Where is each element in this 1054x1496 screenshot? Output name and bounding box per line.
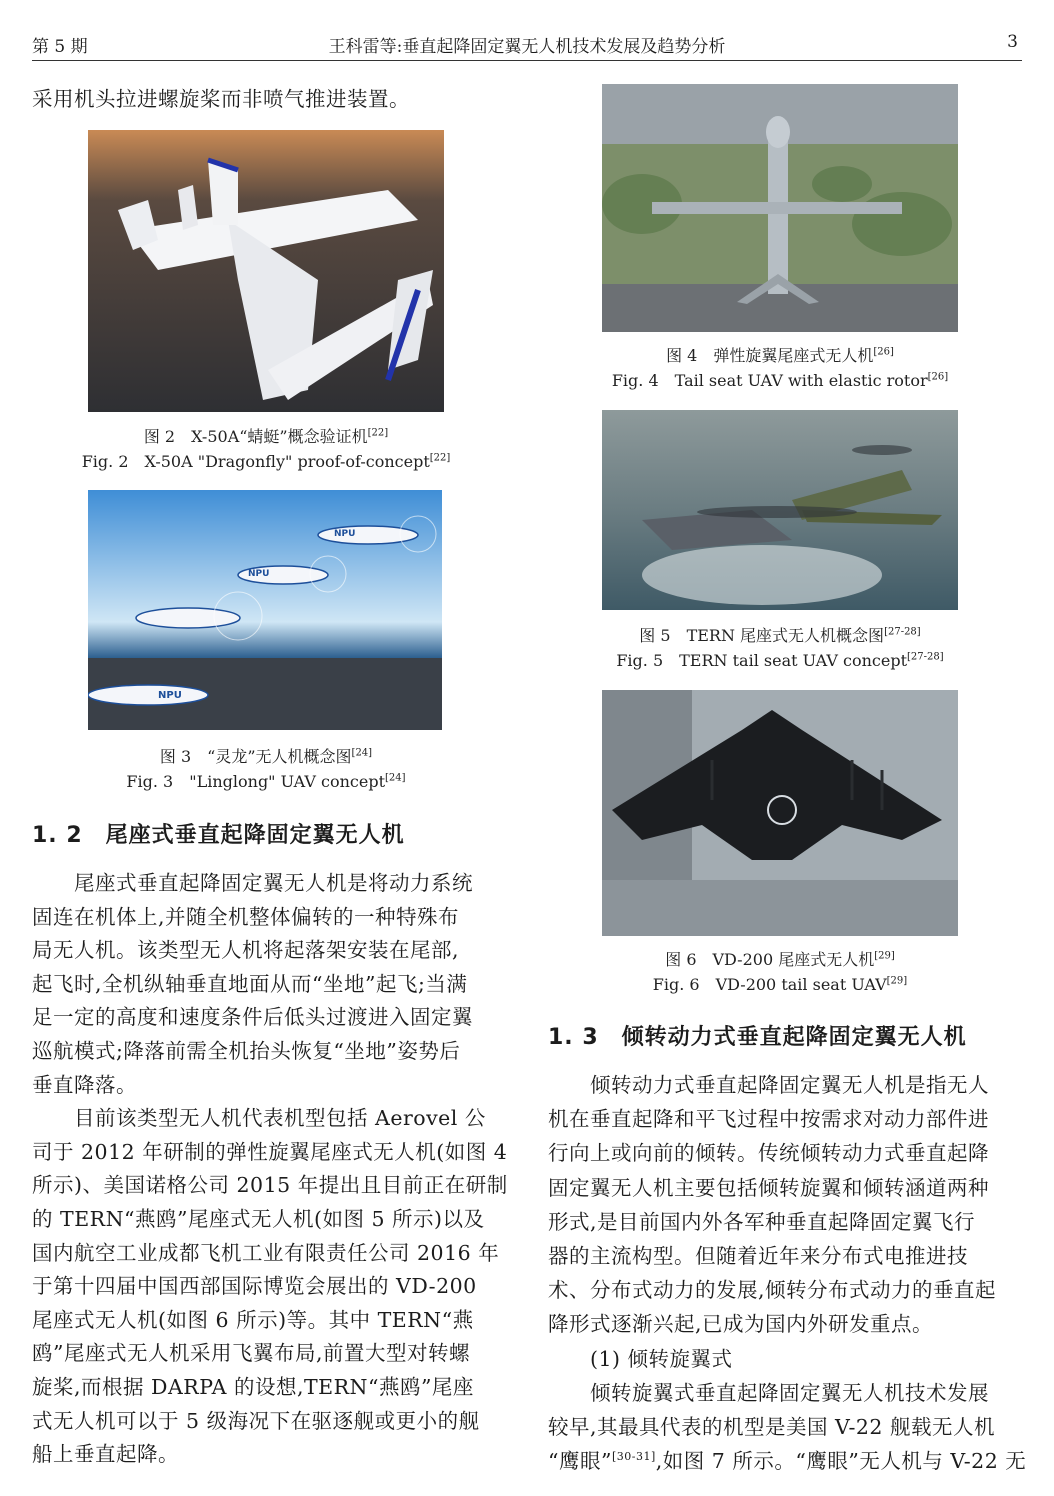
section-1-3-text-line: 固定翼无人机主要包括倾转旋翼和倾转涵道两种 (548, 1175, 989, 1200)
section-1-2-text-line: 所示)、美国诺格公司 2015 年提出且目前正在研制 (32, 1173, 508, 1198)
figure-3-caption-en: Fig. 3 "Linglong" UAV concept[24] (126, 772, 406, 791)
figure-5-image (602, 410, 958, 610)
section-1-3-last-line: “鹰眼”[30-31],如图 7 所示。“鹰眼”无人机与 V-22 无 (548, 1449, 1027, 1473)
section-1-2-text-line: 船上垂直起降。 (32, 1442, 179, 1467)
section-1-2-text-line: 国内航空工业成都飞机工业有限责任公司 2016 年 (32, 1240, 500, 1265)
npu-label-2: NPU (248, 569, 270, 579)
figure-4-caption-en: Fig. 4 Tail seat UAV with elastic rotor[26] (611, 371, 949, 390)
section-1-2-text-line: 尾座式无人机(如图 6 所示)等。其中 TERN“燕 (32, 1307, 474, 1332)
section-1-3-text-line: 术、分布式动力的发展,倾转分布式动力的垂直起 (548, 1278, 997, 1303)
section-1-2-text-line: 垂直降落。 (32, 1072, 137, 1097)
figure-3-caption-zh: 图 3 “灵龙”无人机概念图[24] (159, 747, 373, 766)
page-number: 3 (1007, 32, 1018, 52)
npu-label-1: NPU (334, 529, 356, 539)
figure-2-image (88, 130, 444, 412)
running-header (32, 30, 1022, 61)
section-1-2-text-line: 于第十四届中国西部国际博览会展出的 VD-200 (32, 1274, 477, 1299)
figure-5-caption-en: Fig. 5 TERN tail seat UAV concept[27-28] (616, 651, 944, 670)
section-1-3-text-line: 机在垂直起降和平飞过程中按需求对动力部件进 (548, 1107, 989, 1132)
figure-4-image (602, 84, 958, 332)
section-1-2-text-line: 鸥”尾座式无人机采用飞翼布局,前置大型对转螺 (32, 1341, 470, 1366)
section-1-3-text-line: 较早,其最具代表的机型是美国 V-22 舰载无人机 (548, 1415, 995, 1439)
npu-label-3: NPU (158, 690, 182, 701)
figure-6-image (602, 690, 958, 936)
section-1-3-text-line: 倾转动力式垂直起降固定翼无人机是指无人 (548, 1073, 989, 1097)
section-1-2-text-line: 足一定的高度和速度条件后低头过渡进入固定翼 (32, 1005, 473, 1030)
section-1-3-text-line: 倾转旋翼式垂直起降固定翼无人机技术发展 (548, 1380, 989, 1405)
section-1-2-text-line: 局无人机。该类型无人机将起落架安装在尾部, (32, 938, 460, 963)
running-title: 王科雷等:垂直起降固定翼无人机技术发展及趋势分析 (328, 37, 726, 57)
section-1-2-text-line: 的 TERN“燕鸥”尾座式无人机(如图 5 所示)以及 (32, 1207, 485, 1231)
section-1-2-text-line: 巡航模式;降落前需全机抬头恢复“坐地”姿势后 (32, 1039, 461, 1063)
section-1-3-text-line: 降形式逐渐兴起,已成为国内外研发重点。 (548, 1312, 934, 1337)
section-1-2-text-line: 固连在机体上,并随全机整体偏转的一种特殊布 (32, 904, 460, 929)
section-1-2-heading: 1. 2 尾座式垂直起降固定翼无人机 (32, 823, 405, 848)
figure-5-caption-zh: 图 5 TERN 尾座式无人机概念图[27-28] (639, 626, 921, 645)
figure-4-caption-zh: 图 4 弹性旋翼尾座式无人机[26] (666, 346, 894, 365)
section-1-2-text-line: 司于 2012 年研制的弹性旋翼尾座式无人机(如图 4 (32, 1139, 508, 1164)
section-1-3-text-line: 行向上或向前的倾转。传统倾转动力式垂直起降 (548, 1141, 989, 1166)
intro-line: 采用机头拉进螺旋桨而非喷气推进装置。 (32, 87, 410, 111)
section-1-3-text-line: (1) 倾转旋翼式 (548, 1346, 733, 1371)
section-1-3-text-line: 器的主流构型。但随着近年来分布式电推进技 (548, 1244, 968, 1268)
section-1-2-text-line: 尾座式垂直起降固定翼无人机是将动力系统 (32, 871, 473, 895)
figure-3-image (88, 490, 442, 730)
figure-2-caption-en: Fig. 2 X-50A "Dragonfly" proof-of-concept[22] (81, 452, 451, 471)
section-1-2-text-line: 目前该类型无人机代表机型包括 Aerovel 公 (32, 1106, 486, 1131)
section-1-2-text-line: 旋桨,而根据 DARPA 的设想,TERN“燕鸥”尾座 (32, 1375, 474, 1399)
section-1-2-text-line: 起飞时,全机纵轴垂直地面从而“坐地”起飞;当满 (32, 971, 468, 996)
figure-6-caption-zh: 图 6 VD-200 尾座式无人机[29] (665, 950, 895, 969)
figure-2-caption-zh: 图 2 X-50A“蜻蜓”概念验证机[22] (143, 427, 389, 446)
section-1-2-text-line: 式无人机可以于 5 级海况下在驱逐舰或更小的舰 (32, 1408, 480, 1433)
figure-6-caption-en: Fig. 6 VD-200 tail seat UAV[29] (652, 975, 908, 994)
section-1-3-text-line: 形式,是目前国内外各军种垂直起降固定翼飞行 (548, 1209, 976, 1234)
issue-number: 第 5 期 (32, 37, 88, 57)
section-1-3-heading: 1. 3 倾转动力式垂直起降固定翼无人机 (548, 1025, 967, 1050)
